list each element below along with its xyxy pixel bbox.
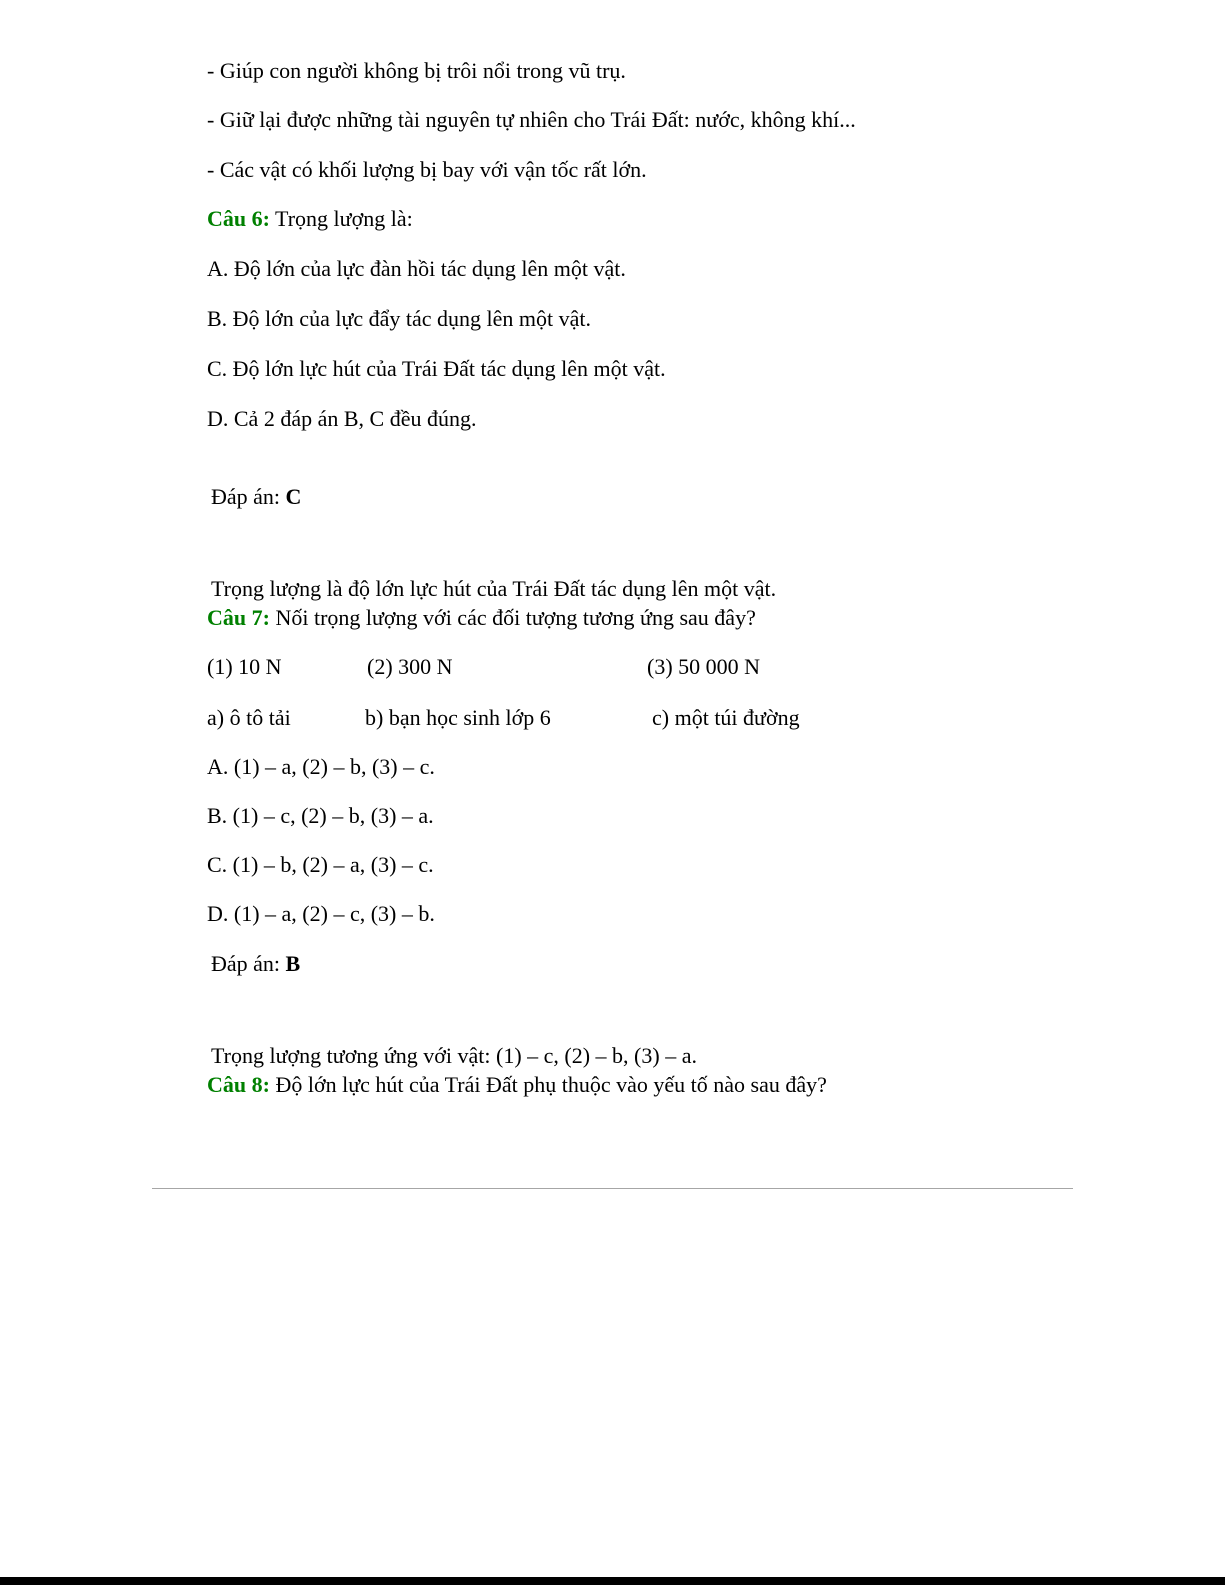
question-8 (207, 1071, 827, 1099)
question-6-label: Câu 6: (207, 206, 270, 231)
q7-answer-prefix: Đáp án: (211, 951, 286, 976)
q7-option-d: D. (1) – a, (2) – c, (3) – b. (207, 901, 435, 926)
q7-object-a: a) ô tô tải (207, 705, 291, 730)
q6-option-a: A. Độ lớn của lực đàn hồi tác dụng lên một vật. (207, 256, 626, 281)
q7-objects-row (207, 704, 907, 732)
bullet-item: - Giúp con người không bị trôi nổi trong vũ trụ. (207, 58, 626, 83)
q7-weights-row (207, 653, 907, 681)
q7-object-c: c) một túi đường (652, 705, 800, 730)
q7-option-a: A. (1) – a, (2) – b, (3) – c. (207, 754, 435, 779)
q7-explanation: Trọng lượng tương ứng với vật: (1) – c, (2) – b, (3) – a. (211, 1043, 697, 1068)
q6-explanation: Trọng lượng là độ lớn lực hút của Trái Đất tác dụng lên một vật. (211, 576, 777, 601)
footer-divider (152, 1188, 1073, 1189)
question-6 (207, 205, 413, 233)
q6-option-c: C. Độ lớn lực hút của Trái Đất tác dụng lên một vật. (207, 356, 666, 381)
question-7 (207, 604, 756, 632)
bullet-item: - Các vật có khối lượng bị bay với vận tốc rất lớn. (207, 157, 647, 182)
question-7-text: Nối trọng lượng với các đối tượng tương ứng sau đây? (269, 605, 756, 630)
q6-answer-value: C (285, 484, 302, 509)
q6-answer (211, 483, 301, 511)
q6-option-d: D. Cả 2 đáp án B, C đều đúng. (207, 406, 477, 431)
q7-weight-1: (1) 10 N (207, 654, 282, 679)
q7-option-b: B. (1) – c, (2) – b, (3) – a. (207, 803, 434, 828)
question-6-text: Trọng lượng là: (269, 206, 413, 231)
question-8-text: Độ lớn lực hút của Trái Đất phụ thuộc vào yếu tố nào sau đây? (269, 1072, 827, 1097)
q6-answer-prefix: Đáp án: (211, 484, 286, 509)
q7-option-c: C. (1) – b, (2) – a, (3) – c. (207, 852, 434, 877)
q7-object-b: b) bạn học sinh lớp 6 (365, 705, 551, 730)
q7-weight-3: (3) 50 000 N (647, 654, 761, 679)
page-bottom-edge (0, 1577, 1225, 1585)
q7-weight-2: (2) 300 N (367, 654, 453, 679)
q7-answer (211, 950, 300, 978)
bullet-item: - Giữ lại được những tài nguyên tự nhiên cho Trái Đất: nước, không khí... (207, 107, 856, 132)
question-7-label: Câu 7: (207, 605, 270, 630)
q7-answer-value: B (285, 951, 301, 976)
q6-option-b: B. Độ lớn của lực đẩy tác dụng lên một vật. (207, 306, 592, 331)
question-8-label: Câu 8: (207, 1072, 270, 1097)
